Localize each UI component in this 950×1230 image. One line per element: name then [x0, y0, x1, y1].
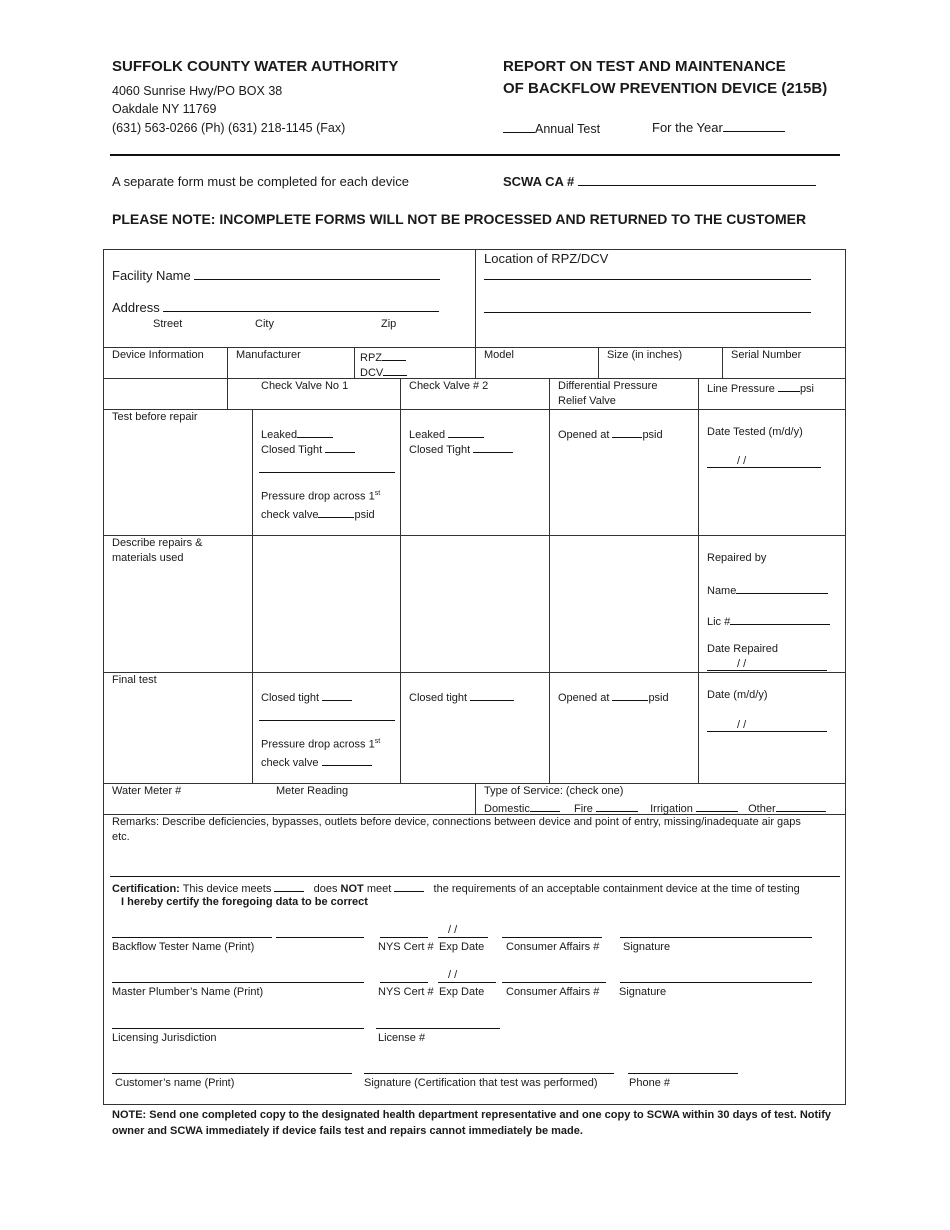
consumer-affairs-label: Consumer Affairs #: [506, 941, 600, 953]
street-label: Street: [153, 318, 183, 330]
organization-name: SUFFOLK COUNTY WATER AUTHORITY: [112, 58, 399, 75]
cv1-final-pressure-drop-field[interactable]: [261, 754, 372, 769]
cv1-final-separator-line: [259, 720, 395, 721]
plumber-name-label: Master Plumber’s Name (Print): [112, 986, 264, 998]
check-valve-label: check valve: [261, 757, 319, 769]
col-divider: [400, 378, 401, 783]
address-line-2: Oakdale NY 11769: [112, 102, 217, 116]
signature-label: Signature: [619, 986, 667, 998]
footer-note-line-2: owner and SCWA immediately if device fails test and repairs cannot immediately be made.: [112, 1125, 583, 1137]
col-divider: [252, 409, 253, 783]
licensing-jurisdiction-line[interactable]: [112, 1028, 364, 1029]
does-text: does: [313, 883, 338, 895]
dp-relief-header-1: Differential Pressure: [558, 380, 658, 392]
report-title-line-2: OF BACKFLOW PREVENTION DEVICE (215B): [503, 80, 828, 97]
col-divider: [698, 378, 699, 783]
location-line-1[interactable]: [484, 279, 811, 280]
col-divider: [227, 347, 228, 409]
rpz-label: RPZ: [360, 352, 382, 364]
customer-name-label: Customer’s name (Print): [115, 1077, 235, 1089]
license-number-line[interactable]: [376, 1028, 500, 1029]
date-repaired-label: Date Repaired: [707, 643, 778, 655]
describe-repairs-label-2: materials used: [112, 552, 184, 564]
type-of-service-label: Type of Service: (check one): [484, 785, 624, 797]
scwa-ca-field[interactable]: [503, 174, 816, 189]
col-divider: [598, 347, 599, 378]
tester-signature-line[interactable]: [620, 937, 812, 938]
customer-name-line[interactable]: [112, 1073, 352, 1074]
tester-name-line[interactable]: [112, 937, 272, 938]
scwa-ca-label: SCWA CA #: [503, 174, 575, 189]
license-label: License #: [378, 1032, 426, 1044]
device-information-label: Device Information: [112, 349, 204, 361]
cv1-separator-line: [259, 472, 395, 473]
meter-reading-label: Meter Reading: [276, 785, 349, 797]
final-relief-opened-at-field[interactable]: [558, 689, 669, 704]
customer-signature-line[interactable]: [364, 1073, 614, 1074]
final-test-label: Final test: [112, 674, 157, 686]
plumber-exp-date-slashes: / /: [448, 969, 458, 981]
meets-text: This device meets: [182, 883, 272, 895]
zip-label: Zip: [381, 318, 397, 330]
closed-tight-label: Closed Tight: [261, 444, 323, 456]
cv1-leaked-field[interactable]: [261, 426, 333, 441]
consumer-affairs-label: Consumer Affairs #: [506, 986, 600, 998]
facility-name-field[interactable]: [112, 268, 440, 283]
domestic-option[interactable]: Domestic: [484, 803, 560, 815]
plumber-name-line[interactable]: [112, 982, 364, 983]
city-label: City: [255, 318, 274, 330]
col-divider: [722, 347, 723, 378]
date-repaired-slashes: / /: [737, 658, 747, 670]
col-divider: [549, 378, 550, 783]
dp-relief-header-2: Relief Valve: [558, 395, 616, 407]
annual-test-field[interactable]: [503, 121, 600, 136]
customer-signature-label: Signature (Certification that test was performed): [364, 1077, 598, 1089]
not-meets-blank[interactable]: [394, 880, 424, 892]
phone-fax: (631) 563-0266 (Ph) (631) 218-1145 (Fax): [112, 121, 346, 135]
water-meter-label: Water Meter #: [112, 785, 182, 797]
date-tested-slashes: / /: [737, 455, 747, 467]
rpz-field[interactable]: [360, 349, 406, 364]
pressure-drop-label: Pressure drop across 1st: [261, 490, 381, 503]
manufacturer-label: Manufacturer: [236, 349, 301, 361]
tester-nys-cert-line[interactable]: [380, 937, 428, 938]
address-field[interactable]: [112, 300, 439, 315]
certification-label: Certification:: [112, 883, 180, 895]
leaked-label: Leaked: [409, 429, 446, 441]
check-valve-2-header: Check Valve # 2: [409, 380, 489, 392]
report-title-line-1: REPORT ON TEST AND MAINTENANCE: [503, 58, 786, 75]
final-date-slashes: / /: [737, 719, 747, 731]
nys-cert-label: NYS Cert #: [378, 941, 434, 953]
dcv-label: DCV: [360, 367, 384, 379]
fire-option[interactable]: Fire: [574, 803, 638, 815]
tester-name-label: Backflow Tester Name (Print): [112, 941, 255, 953]
footer-note-line-1: NOTE: Send one completed copy to the designated health department representative and one copy to SCWA within 30 days of test. Notify: [112, 1109, 831, 1121]
annual-test-label: Annual Test: [535, 122, 601, 136]
psid-label: psid: [354, 509, 375, 521]
describe-repairs-label-1: Describe repairs &: [112, 537, 203, 549]
other-option[interactable]: Other: [748, 803, 826, 815]
plumber-exp-date-line[interactable]: [438, 982, 496, 983]
location-line-2[interactable]: [484, 312, 811, 313]
closed-tight-label: Closed tight: [261, 692, 320, 704]
opened-at-label: Opened at: [558, 692, 610, 704]
psi-label: psi: [799, 383, 814, 395]
cv1-pressure-drop-field[interactable]: [261, 506, 375, 521]
row-divider: [103, 378, 846, 379]
cv1-final-closed-tight-field[interactable]: [261, 689, 352, 704]
phone-label: Phone #: [629, 1077, 670, 1089]
dcv-field[interactable]: [360, 364, 407, 379]
plumber-signature-line[interactable]: [620, 982, 812, 983]
col-divider: [475, 783, 476, 814]
serial-number-label: Serial Number: [731, 349, 802, 361]
for-the-year-label: For the Year: [652, 120, 723, 135]
customer-phone-line[interactable]: [628, 1073, 738, 1074]
final-date-label: Date (m/d/y): [707, 689, 768, 701]
check-valve-1-header: Check Valve No 1: [261, 380, 349, 392]
opened-at-label: Opened at: [558, 429, 610, 441]
remarks-label: Remarks: Describe deficiencies, bypasses, outlets before device, connections between device and point of entry, missing/inadequate air gaps: [112, 816, 801, 828]
repairer-name-field[interactable]: [707, 582, 828, 597]
please-note: PLEASE NOTE: INCOMPLETE FORMS WILL NOT BE PROCESSED AND RETURNED TO THE CUSTOMER: [112, 211, 807, 227]
date-repaired-field[interactable]: [707, 659, 827, 674]
meet-text: meet: [366, 883, 392, 895]
not-text: NOT: [340, 883, 364, 895]
cv2-final-closed-tight-field[interactable]: [409, 689, 514, 704]
row-divider: [103, 409, 846, 410]
closed-tight-label: Closed Tight: [409, 444, 471, 456]
psid-label: psid: [642, 429, 663, 441]
separate-form-note: A separate form must be completed for each device: [112, 174, 409, 189]
remarks-label-cont: etc.: [112, 831, 130, 843]
line-pressure-label: Line Pressure: [707, 383, 775, 395]
relief-opened-at-field[interactable]: [558, 426, 663, 441]
closed-tight-label: Closed tight: [409, 692, 468, 704]
cv2-leaked-field[interactable]: [409, 426, 484, 441]
repairer-license-field[interactable]: [707, 613, 830, 628]
date-tested-field[interactable]: [707, 456, 821, 471]
col-divider: [354, 347, 355, 378]
licensing-jurisdiction-label: Licensing Jurisdiction: [112, 1032, 217, 1044]
size-label: Size (in inches): [607, 349, 683, 361]
final-date-field[interactable]: [707, 720, 827, 735]
cv1-closed-tight-field[interactable]: [261, 441, 355, 456]
for-the-year-field[interactable]: [652, 120, 785, 135]
tester-consumer-affairs-line[interactable]: [502, 937, 602, 938]
row-divider: [103, 535, 846, 536]
repaired-by-label: Repaired by: [707, 552, 767, 564]
facility-name-label: Facility Name: [112, 268, 191, 283]
check-valve-label: check valve: [261, 509, 319, 521]
location-label: Location of RPZ/DCV: [484, 251, 609, 266]
requirements-text: the requirements of an acceptable containment device at the time of testing: [433, 883, 800, 895]
exp-date-label: Exp Date: [439, 941, 485, 953]
address-line-1: 4060 Sunrise Hwy/PO BOX 38: [112, 84, 283, 98]
date-tested-label: Date Tested (m/d/y): [707, 426, 803, 438]
name-label: Name: [707, 585, 737, 597]
service-options: [484, 800, 826, 815]
model-label: Model: [484, 349, 514, 361]
test-before-repair-label: Test before repair: [112, 411, 198, 423]
plumber-nys-cert-line[interactable]: [380, 982, 428, 983]
final-pressure-drop-label: Pressure drop across 1st: [261, 738, 381, 751]
exp-date-label: Exp Date: [439, 986, 485, 998]
plumber-consumer-affairs-line[interactable]: [502, 982, 606, 983]
cv2-closed-tight-field[interactable]: [409, 441, 513, 456]
nys-cert-label: NYS Cert #: [378, 986, 434, 998]
remarks-line[interactable]: [110, 876, 840, 877]
leaked-label: Leaked: [261, 429, 298, 441]
col-divider: [475, 249, 476, 378]
psid-label: psid: [648, 692, 669, 704]
tester-name-line-2[interactable]: [276, 937, 364, 938]
irrigation-option[interactable]: Irrigation: [650, 803, 738, 815]
meets-blank[interactable]: [274, 880, 304, 892]
lic-label: Lic #: [707, 616, 731, 628]
line-pressure-field[interactable]: [707, 380, 814, 395]
tester-exp-date-slashes: / /: [448, 924, 458, 936]
certify-text: I hereby certify the foregoing data to be correct: [121, 896, 368, 908]
address-label: Address: [112, 300, 160, 315]
signature-label: Signature: [623, 941, 671, 953]
tester-exp-date-line[interactable]: [438, 937, 488, 938]
header-divider: [110, 154, 840, 156]
certification-statement: [112, 880, 800, 895]
